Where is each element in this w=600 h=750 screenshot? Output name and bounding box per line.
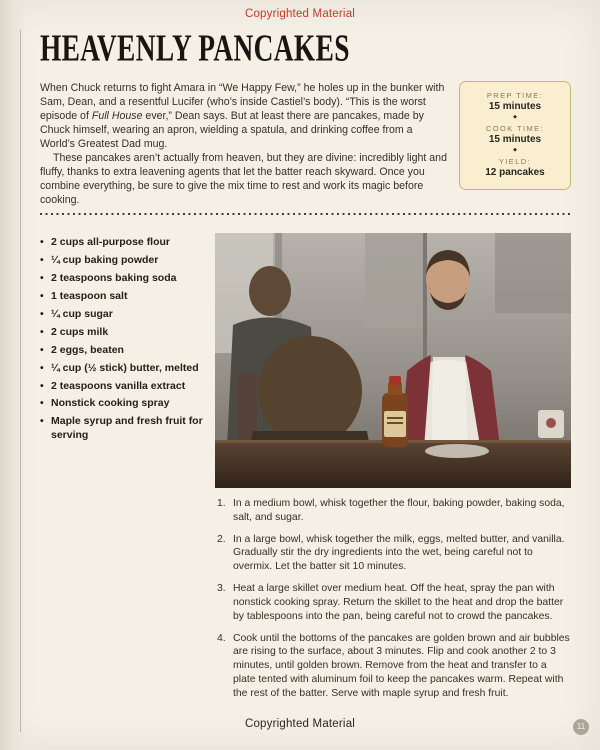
step-text: Cook until the bottoms of the pancakes are golden brown and air bubbles are rising to the surface, about 3 minutes. Flip and cook another 2 to 3 minutes, until golden brown. Remove from the heat and transfer to a plate tented with aluminum foil to keep the pancakes warm. Repeat with the rest of the batter. Serve with maple syrup and fresh fruit. xyxy=(233,632,570,699)
step-number: 3. xyxy=(217,583,226,595)
copyright-notice-bottom: Copyrighted Material xyxy=(244,718,356,730)
step-number: 1. xyxy=(217,498,226,509)
info-value: 12 pancakes xyxy=(485,167,545,178)
ingredient-item: • ¼ cup sugar xyxy=(40,308,212,321)
steps-list xyxy=(217,497,571,709)
recipe-photo-illustration xyxy=(215,233,571,488)
step-number: 4. xyxy=(217,632,226,644)
recipe-info-box xyxy=(459,81,571,190)
info-value: 15 minutes xyxy=(488,134,542,145)
intro-paragraph-2: These pancakes aren’t actually from heaven, but they are divine: incredibly light and fluffy, thanks to extra leavening agents that let the batter reach skyward. Once you combine everything, be sure to give the mix time to rest and work its magic before cooking. xyxy=(40,151,447,206)
recipe-title xyxy=(40,26,459,69)
ingredient-item: • 2 eggs, beaten xyxy=(40,344,212,357)
ingredient-item: • Nonstick cooking spray xyxy=(40,397,212,410)
step-number: 2. xyxy=(217,533,226,545)
intro-p1-text-after: ever,” Dean says. But at least there are pancakes, made by Chuck himself, wearing an apron, wielding a spatula, and drinking coffee from a World’s Greatest Dad mug. xyxy=(40,109,424,150)
intro-p1-italic-title: Full House xyxy=(91,109,143,122)
ingredient-item: • 2 teaspoons baking soda xyxy=(40,272,212,285)
info-label: PREP TIME: xyxy=(486,91,544,100)
info-value: 15 minutes xyxy=(488,101,542,112)
copyright-notice-top: Copyrighted Material xyxy=(244,8,356,20)
info-label: COOK TIME: xyxy=(485,124,545,133)
ingredients-list xyxy=(40,236,212,447)
ingredient-item: • ¼ cup baking powder xyxy=(40,254,212,267)
recipe-photo xyxy=(215,233,571,488)
ingredient-item: • ¼ cup (½ stick) butter, melted xyxy=(40,362,212,375)
recipe-title-text: HEAVENLY PANCAKES xyxy=(40,27,350,70)
ingredient-item: • 2 cups all-purpose flour xyxy=(40,236,212,249)
info-label: YIELD: xyxy=(498,157,532,166)
info-box-content xyxy=(464,91,566,178)
step-item xyxy=(217,497,571,525)
step-item xyxy=(217,533,571,574)
ingredient-item: • 1 teaspoon salt xyxy=(40,290,212,303)
book-edge xyxy=(0,0,26,750)
diamond-separator-icon: ◆ xyxy=(513,147,517,153)
page-number: 11 xyxy=(573,719,589,735)
ingredient-item: • 2 cups milk xyxy=(40,326,212,339)
ingredient-item: • Maple syrup and fresh fruit for serving xyxy=(40,415,212,442)
step-text: In a medium bowl, whisk together the flour, baking powder, baking soda, salt, and sugar. xyxy=(233,498,565,523)
intro-paragraph-1 xyxy=(40,82,448,152)
diamond-separator-icon: ◆ xyxy=(513,114,517,120)
intro-p1-text: When Chuck returns to fight Amara in “We Happy Few,” he holes up in the bunker with Sam, Dean, and a resentful Lucifer (who’s inside Castiel’s body). “This is the worst episode of xyxy=(40,82,445,122)
dotted-divider xyxy=(40,213,571,215)
ingredient-item: • 2 teaspoons vanilla extract xyxy=(40,380,212,393)
step-text: Heat a large skillet over medium heat. Off the heat, spray the pan with nonstick cooking spray. Return the skillet to the heat and drop the batter by tablespoons into the pan, being careful not to crowd the pancakes. xyxy=(233,583,564,622)
step-item xyxy=(217,632,571,701)
step-item xyxy=(217,582,571,623)
intro-text xyxy=(40,82,448,208)
step-text: In a large bowl, whisk together the milk, eggs, melted butter, and vanilla. Gradually stir the dry ingredients into the wet, being careful not to overmix. Let the batter sit 10 minutes. xyxy=(233,533,565,573)
